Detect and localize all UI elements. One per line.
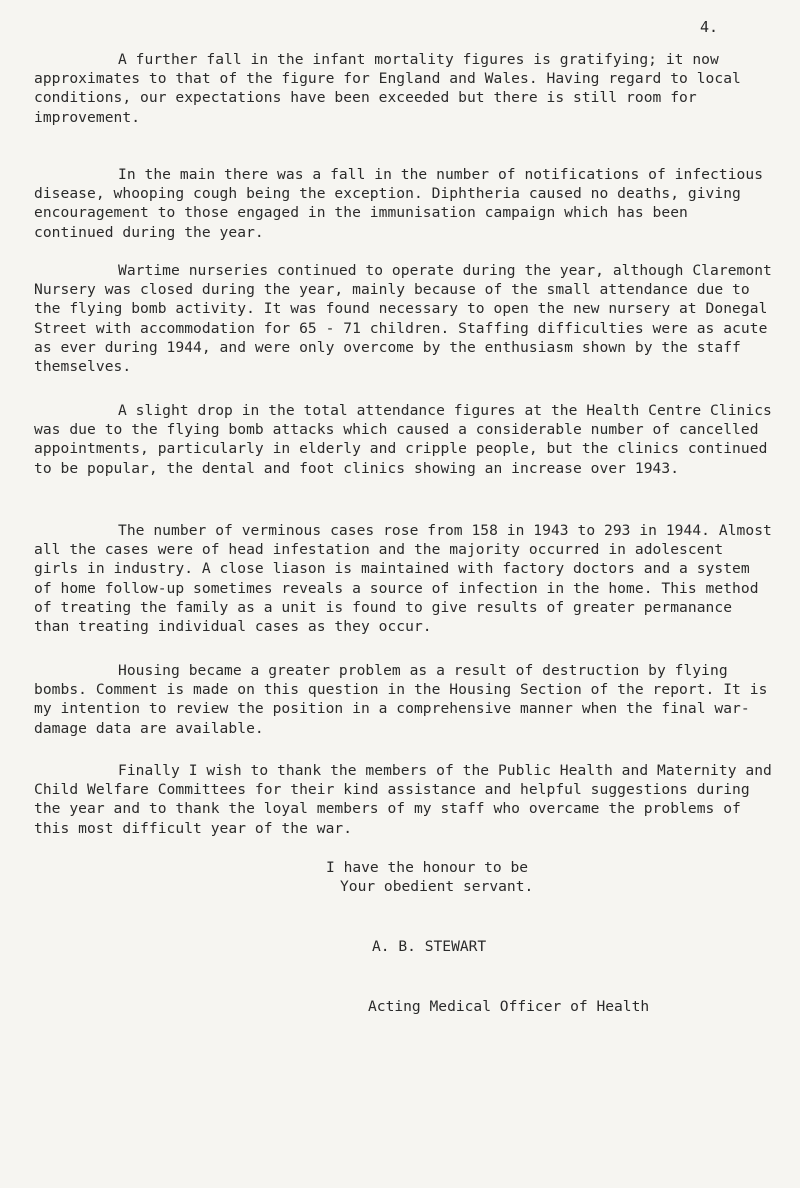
closing-line-honour: I have the honour to be	[326, 859, 529, 876]
paragraph-infant-mortality: A further fall in the infant mortality figures is gratifying; it now approximates to that of the figure for England and Wales. Having regard to local conditions, our expectations have been exceeded but there is still room for improvement.	[34, 51, 741, 126]
signatory-name: A. B. STEWART	[372, 938, 487, 955]
signatory-title: Acting Medical Officer of Health	[368, 998, 650, 1015]
paragraph-wartime-nurseries: Wartime nurseries continued to operate during the year, although Claremont Nursery was closed during the year, mainly because of the small attendance due to the flying bomb activity. It was found necessary to open the new nursery at Donegal Street with accommodation for 65 - 71 children. Staffing difficulties were as acute as ever during 1944, and were only overcome by the enthusiasm shown by the staff themselves.	[34, 262, 772, 376]
closing-line-servant: Your obedient servant.	[340, 878, 534, 895]
paragraph-housing: Housing became a greater problem as a result of destruction by flying bombs. Comment is made on this question in the Housing Section of the report. It is my intention to review the position in a comprehensive manner when the final war-damage data are available.	[34, 662, 768, 737]
page-number: 4.	[700, 18, 719, 36]
paragraph-verminous-cases: The number of verminous cases rose from 158 in 1943 to 293 in 1944. Almost all the cases were of head infestation and the majority occurred in adolescent girls in industry. A close liason is maintained with factory doctors and a system of home follow-up sometimes reveals a source of infection in the home. This method of treating the family as a unit is found to give results of greater permanance than treating individual cases as they occur.	[34, 522, 772, 636]
paragraph-health-centre-clinics: A slight drop in the total attendance figures at the Health Centre Clinics was due to the flying bomb attacks which caused a considerable number of cancelled appointments, particularly in elderly and cripple people, but the clinics continued to be popular, the dental and foot clinics showing an increase over 1943.	[34, 402, 772, 477]
paragraph-infectious-disease: In the main there was a fall in the number of notifications of infectious disease, whooping cough being the exception. Diphtheria caused no deaths, giving encouragement to those engaged in the immunisation campaign which has been continued during the year.	[34, 166, 764, 241]
paragraph-acknowledgements: Finally I wish to thank the members of the Public Health and Maternity and Child Welfare Committees for their kind assistance and helpful suggestions during the year and to thank the loyal members of my staff who overcame the problems of this most difficult year of the war.	[34, 762, 772, 837]
